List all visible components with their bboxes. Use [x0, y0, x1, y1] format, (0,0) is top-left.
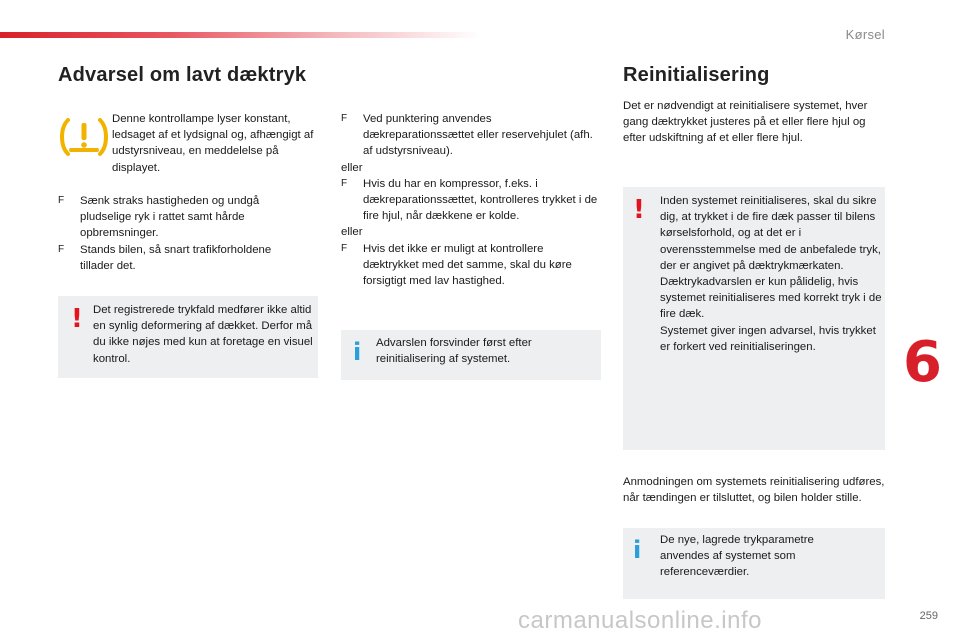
right-info-text: De nye, lagrede trykparametre anvendes af systemet som referenceværdier. — [660, 534, 814, 579]
left-bullet-list — [58, 193, 298, 274]
chapter-number: 6 — [903, 330, 942, 395]
list-item: F Stands bilen, så snart trafikforholdene tillader det. — [58, 243, 272, 272]
list-item: F Sænk straks hastigheden og undgå pludselige ryk i rattet samt hårde opbremsninger. — [58, 195, 260, 240]
tire-pressure-warning-icon — [58, 114, 110, 160]
watermark: carmanualsonline.info — [518, 607, 762, 634]
header-accent-bar — [0, 32, 480, 38]
left-warning-text: Det registrerede trykfald medfører ikke altid en synlig deformering af dækket. Derfor må du ikke nøjes med kun at foretage en visuel kontrol. — [93, 304, 313, 365]
middle-info-text: Advarslen forsvinder først efter reinitialisering af systemet. — [376, 337, 532, 366]
right-warning-paragraph: Systemet giver ingen advarsel, hvis trykket er forkert ved reinitialiseringen. — [660, 324, 876, 353]
list-item: F Hvis du har en kompressor, f.eks. i dækreparationssættet, kontrolleres trykket i de fire hjul, når dækkene er kolde. — [341, 177, 598, 223]
warning-icon: ! — [71, 304, 83, 334]
list-separator: eller — [341, 161, 363, 174]
section-label: Kørsel — [845, 27, 885, 42]
right-warning-paragraph: Dæktrykadvarslen er kun pålidelig, hvis systemet reinitialiseres med korrekt tryk i de fire dæk. — [660, 276, 882, 321]
bullet-icon: F — [341, 177, 348, 189]
bullet-icon: F — [58, 195, 65, 206]
page-number: 259 — [919, 610, 938, 622]
right-info-box — [623, 528, 885, 599]
right-intro-text: Det er nødvendigt at reinitialisere systemet, hver gang dæktrykket justeres på et eller flere hjul og efter udskiftning af et eller flere hjul. — [623, 100, 868, 145]
warning-icon: ! — [633, 195, 645, 225]
middle-info-box — [341, 330, 601, 380]
info-icon: i — [353, 338, 362, 366]
bullet-icon: F — [341, 242, 348, 254]
right-warning-paragraph: Inden systemet reinitialiseres, skal du sikre dig, at trykket i de fire dæk passer til bilens kørselsforhold, og at det er i overensstemmelse med de anbefalede tryk, der er angivet på dæktrykmærkaten. — [660, 195, 881, 272]
bullet-icon: F — [58, 243, 65, 255]
left-title: Advarsel om lavt dæktryk — [58, 64, 307, 86]
list-separator: eller — [341, 226, 363, 239]
info-icon: i — [633, 536, 642, 564]
bullet-icon: F — [341, 113, 348, 124]
list-item: F Ved punktering anvendes dækreparationssættet eller reservehjulet (afh. af udstyrsniveau). — [341, 113, 593, 158]
middle-bullet-list — [341, 111, 599, 289]
left-intro-text: Denne kontrollampe lyser konstant, ledsaget af et lydsignal og, afhængigt af udstyrsniveau, en meddelelse på displayet. — [112, 113, 314, 174]
list-item: F Hvis det ikke er muligt at kontrollere dæktrykket med det samme, skal du køre forsigtigt med lav hastighed. — [341, 242, 572, 288]
right-warning-box — [623, 187, 885, 450]
left-warning-box — [58, 296, 318, 378]
right-request-text: Anmodningen om systemets reinitialisering udføres, når tændingen er tilsluttet, og bilen holder stille. — [623, 476, 885, 505]
right-title: Reinitialisering — [623, 64, 770, 86]
